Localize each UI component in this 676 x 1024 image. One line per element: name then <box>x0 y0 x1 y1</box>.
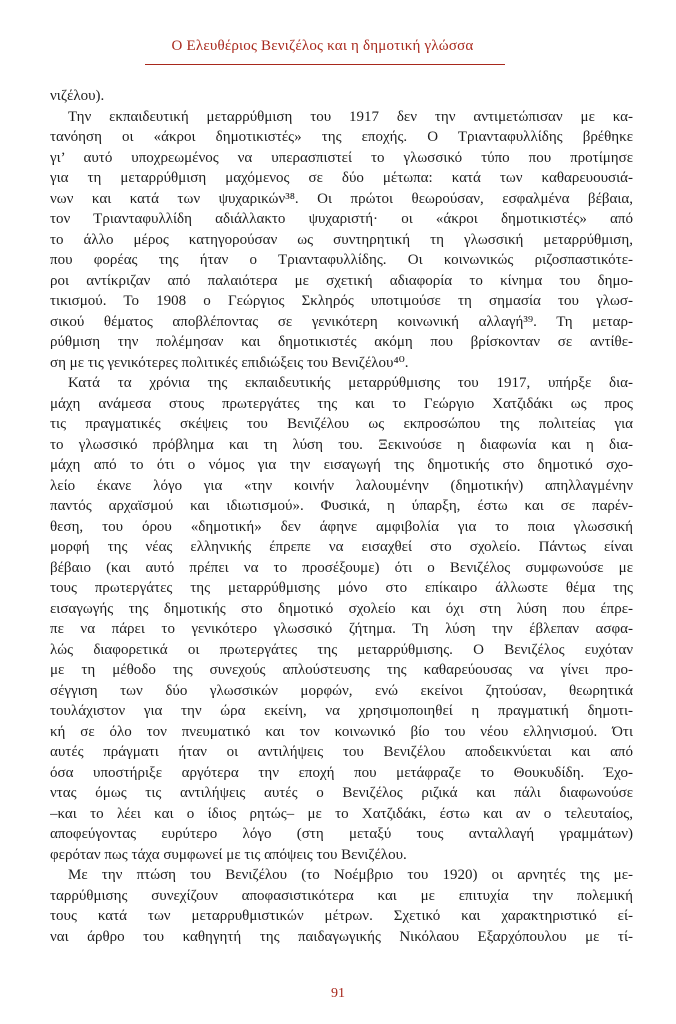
text-line: πε να πάρει το γενικότερο γλωσσικό ζήτημα. Τη λύση την έβλεπαν ασφα- <box>50 621 633 637</box>
text-line: τανόηση οι «άκροι δημοτικιστές» της εποχής. Ο Τριανταφυλλίδης βρέθηκε <box>50 129 633 145</box>
text-line: νων και κατά των ψυχαρικών³⁸. Οι πρώτοι θεωρούσαν, εσφαλμένα βέβαια, <box>50 190 633 207</box>
text-line: φερόταν πως τάχα συμφωνεί με τις απόψεις του Βενιζέλου. <box>50 846 407 863</box>
text-line: το άλλο μέρος κατηγορούσαν ως συντηρητική τη γλωσσική μεταρρύθμιση, <box>50 231 633 248</box>
text-line: τους πρωτεργάτες της μεταρρύθμισης μόνο στο επίκαιρο άλλωστε θέμα της <box>50 580 633 596</box>
paragraph <box>50 86 633 107</box>
text-line: Κατά τα χρόνια της εκπαιδευτικής μεταρρύθμισης του 1917, υπήρξε δια- <box>68 375 633 391</box>
text-line: τους κατά των μεταρρυθμιστικών μέτρων. Σχετικό και χαρακτηριστικό εί- <box>50 908 633 924</box>
text-line: το γλωσσικό πρόβλημα και τη λύση του. Ξεκινούσε η διαφωνία και η δια- <box>50 436 633 453</box>
text-line: ναι άρθρο του καθηγητή της παιδαγωγικής Νικόλαου Εξαρχόπουλου με τί- <box>50 928 633 945</box>
body-text <box>50 86 633 947</box>
text-line: με τη μέθοδο της συνεχούς απλούστευσης της καθαρεύουσας να γίνει προ- <box>50 662 633 678</box>
text-line: όσα υποστήριξε αργότερα την εποχή που μετάφραζε το Θουκυδίδη. Έχο- <box>50 764 633 781</box>
text-line: που φορέας της ήταν ο Τριανταφυλλίδης. Οι κοινωνικώς ριζοσπαστικότε- <box>50 252 633 268</box>
paragraph <box>50 107 633 374</box>
text-line: τικισμού. Το 1908 ο Γεώργιος Σκληρός υποτιμούσε τη σημασία του γλωσ- <box>50 293 633 309</box>
paragraph <box>50 373 633 865</box>
text-line: τον Τριανταφυλλίδη αδιάλλακτο ψυχαριστή· οι «άκροι δημοτικιστές» από <box>50 211 633 227</box>
text-line: γι’ αυτό υποχρεωμένος να υπερασπιστεί το γλωσσικό τύπο που προτίμησε <box>50 149 633 166</box>
text-line: μάχη από το ότι ο νόμος για την εισαγωγή της δημοτικής στο δημοτικό σχο- <box>50 457 633 473</box>
text-line: κή σε όλο τον πνευματικό και τον κοινωνικό βίο του νέου ελληνισμού. Ότι <box>50 723 633 740</box>
page-number: 91 <box>331 986 345 1001</box>
running-head-rule <box>145 64 505 65</box>
text-line: νιζέλου). <box>50 88 105 104</box>
text-line: Με την πτώση του Βενιζέλου (το Νοέμβριο του 1920) οι αρνητές της με- <box>68 867 633 883</box>
text-line: λώς διαφορετικά οι πρωτεργάτες της μεταρρύθμισης. Ο Βενιζέλος ευχόταν <box>50 641 633 658</box>
text-line: ταρρύθμισης συνεχίζουν αποφασιστικότερα και με επιτυχία την πολεμική <box>50 887 633 904</box>
text-line: ντας όμως τις αντιλήψεις αυτές ο Βενιζέλος ριζικά και πάλι διαφωνούσε <box>50 785 633 801</box>
text-line: σικού θέματος αποβλέποντας σε γενικότερη κοινωνική αλλαγή³⁹. Τη μεταρ- <box>50 313 633 330</box>
text-line: για τη μεταρρύθμιση μαχόμενος σε δύο μέτωπα: κατά των καθαρευουσιά- <box>50 170 633 186</box>
text-line: –και το λέει και ο ίδιος ρητώς– με το Χατζιδάκι, έστω και αν ο τελευταίος, <box>50 805 633 822</box>
text-line: λείο έκανε λόγο για «την κοινήν λαλουμένην (δημοτικήν) απηλλαγμένην <box>50 477 633 494</box>
text-line: αυτές πράγματι ήταν οι αντιλήψεις του Βενιζέλου αποδεικνύεται και από <box>50 744 633 760</box>
text-line: βέβαιο (και αυτό πρέπει να το προσέξουμε) ότι ο Βενιζέλος συμφωνούσε με <box>50 559 633 576</box>
text-line: ση με τις γενικότερες πολιτικές επιδιώξεις του Βενιζέλου⁴⁰. <box>50 354 409 371</box>
paragraph <box>50 865 633 947</box>
text-line: θεση, του όρου «δημοτική» δεν άφηνε αμφιβολία για το ποια γλωσσική <box>50 518 633 535</box>
text-line: σέγγιση των δύο γλωσσικών μορφών, ενώ εκείνοι ζητούσαν, θεωρητικά <box>50 682 633 699</box>
text-line: Την εκπαιδευτική μεταρρύθμιση του 1917 δεν την αντιμετώπισαν με κα- <box>68 108 633 125</box>
text-line: μάχη ανάμεσα στους πρωτεργάτες της και το Γεώργιο Χατζιδάκι ως προς <box>50 395 633 412</box>
text-line: αποφεύγοντας ευρύτερο λόγο (στη μεταξύ τους ανταλλαγή γραμμάτων) <box>50 826 633 842</box>
text-line: ρύθμιση την πολέμησαν και δημοτικιστές ακόμη που βρίσκονταν σε αντίθε- <box>50 334 633 350</box>
text-line: ροι αντίκριζαν από παλαιότερα με σχετική αδιαφορία το κίνημα του δημο- <box>50 272 633 289</box>
text-line: τουλάχιστον για την ώρα εκείνη, να χρησιμοποιηθεί η πραγματική δημοτι- <box>50 703 633 719</box>
running-head: Ο Ελευθέριος Βενιζέλος και η δημοτική γλώσσα <box>171 38 474 54</box>
text-line: εισαγωγής της δημοτικής στο δημοτικό σχολείο και όχι στη λύση που έπρε- <box>50 600 633 617</box>
text-line: μορφή της νέας ελληνικής έπρεπε να εισαχθεί στο σχολείο. Πάντως είναι <box>50 539 633 555</box>
text-line: τις πραγματικές σκέψεις του Βενιζέλου ως εκπροσώπου της πολιτείας για <box>50 416 633 432</box>
text-line: παντός αρχαϊσμού και ιδιωτισμού». Φυσικά, η ύπαρξη, έστω και σε παρέν- <box>50 498 633 514</box>
